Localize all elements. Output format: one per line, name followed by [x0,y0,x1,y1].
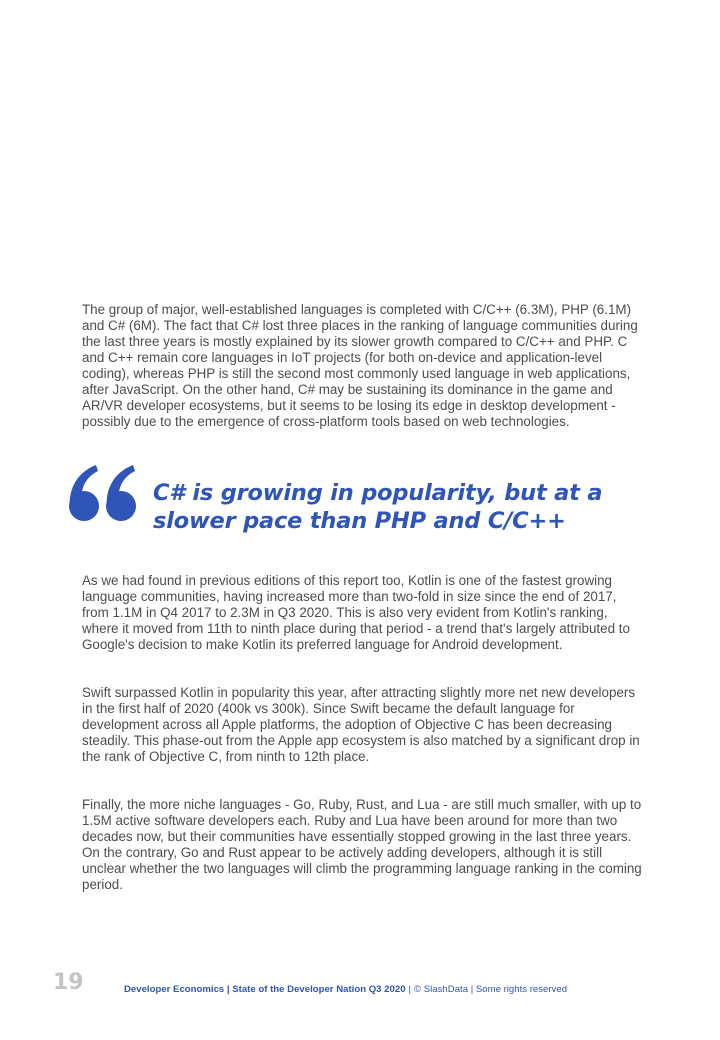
pull-quote: C# is growing in popularity, but at a slower pace than PHP and C/C++ [153,480,603,534]
footer-report-name: Developer Economics | State of the Developer Nation Q3 2020 [124,984,406,995]
footer-separator: | [408,984,412,995]
page-number: 19 [53,970,84,995]
quote-mark-icon [66,462,142,526]
footer-copyright: © SlashData | Some rights reserved [414,984,568,995]
body-paragraph: Finally, the more niche languages - Go, Ruby, Rust, and Lua - are still much smaller, with up to 1.5M active software developers each. Ruby and Lua have been around for more than two decades now, but their communities have essentially stopped growing in the last three years. On the contrary, Go and Rust appear to be actively adding developers, although it is still unclear whether the two languages will climb the programming language ranking in the coming period. [82,797,642,892]
body-paragraph: As we had found in previous editions of this report too, Kotlin is one of the fastest growing language communities, having increased more than two-fold in size since the end of 2017, from 1.1M in Q4 2017 to 2.3M in Q3 2020. This is also very evident from Kotlin's ranking, where it moved from 11th to ninth place during that period - a trend that's largely attributed to Google's decision to make Kotlin its preferred language for Android development. [82,573,630,652]
footer [124,984,567,996]
body-paragraph: The group of major, well-established languages is completed with C/C++ (6.3M), PHP (6.1M) and C# (6M). The fact that C# lost three places in the ranking of language communities during the last three years is mostly explained by its slower growth compared to C/C++ and PHP. C and C++ remain core languages in IoT projects (for both on-device and application-level coding), whereas PHP is still the second most commonly used language in web applications, after JavaScript. On the other hand, C# may be sustaining its dominance in the game and AR/VR developer ecosystems, but it seems to be losing its edge in desktop development - possibly due to the emergence of cross-platform tools based on web technologies. [82,302,638,429]
body-paragraph: Swift surpassed Kotlin in popularity this year, after attracting slightly more net new developers in the first half of 2020 (400k vs 300k). Since Swift became the default language for development across all Apple platforms, the adoption of Objective C has been decreasing steadily. This phase-out from the Apple app ecosystem is also matched by a significant drop in the rank of Objective C, from ninth to 12th place. [82,685,640,764]
